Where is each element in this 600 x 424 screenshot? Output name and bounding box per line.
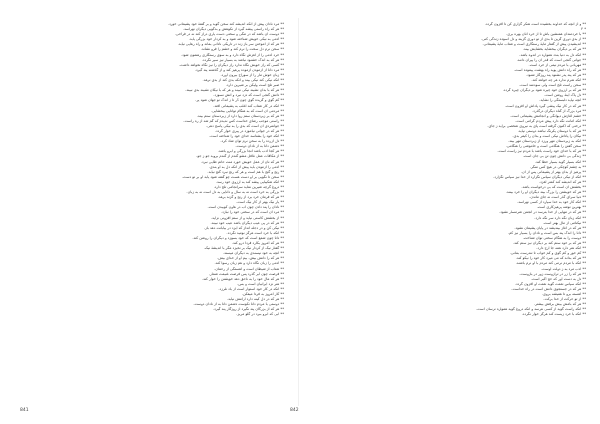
text-line: ** هر که بر خود ستم کند بر دیگران نیز ستم کند. [512,241,586,246]
text-line: ** دانا را اندک پند بس است و نادان را بسیار نیز کم. [507,230,586,235]
text-line: ** آنچه به خود نپسندی به دیگران مپسند. [223,251,284,256]
text-line: ** آنکه خود را بشناسد خدای خود را شناخته است. [209,134,284,139]
text-line: ** گفتار نیک از کردار نیک بر نخیزد مگر با اندیشهٔ نیک. [203,246,284,251]
text-line: ** کار امروز به فردا میفکن. [241,291,284,296]
text-line: ** هر که با خدای خود راست باشد با مردم نیز راست است. [497,149,586,154]
text-line: ** آنکه سپاس نعمت گوید نعمت او افزون گردد. [514,281,586,286]
page-number-right: 842 [290,408,299,413]
text-line: ** از بخشش کاستی نیاید و از ستم افزونی نزاید. [210,215,284,220]
text-line: ** هر که در جوانی نیاموزد در پیری خوار گردد. [214,128,284,133]
text-line: ** سخن تا نگویی بر او دست هست چو گفته شود یابد او بر تو دست. [181,174,284,179]
text-line: ** هر که در آغاز بیندیشد در پایان پشیمان نشود. [514,225,586,230]
text-line: ** مرد نادان پیش از آنکه اندیشه کند سخن گوید و بر گفتهٔ خود پشیمانی خورد. [167,22,284,26]
text-line: ** از تو حرکت از خدا برکت. [543,297,586,302]
text-line: ** ادب مرد به ز دولت اوست. [541,266,586,271]
text-line: ** آبی که آبرو ببرد در گلو مریز. [236,312,284,317]
text-line: ** بهترین توشه پرهیزکاری است. [536,205,586,210]
text-line: ** بخشش آن است که بی درخواست باشد. [521,185,586,189]
text-line: ** دنیا سرای گذر است نه جای ماندن. [529,195,586,200]
text-line: ** هر که با بدان نشیند نیکی نبیند و هر که با نیکان نشیند بدی نبیند. [185,88,284,93]
text-line: ** هر که پند پدر نشنود پند روزگار شنود. [525,72,586,77]
text-line: ** آنکه بسیار گوید بسیار خطا کند. [534,159,586,164]
text-line: ** هر که در دل کینه دارد آرامش نیابد. [227,297,284,302]
text-line: ** نادان را پند دادن چون آب در هاون کوبیدن است. [207,205,284,210]
text-line: ** هر که بامش بیش برفش بیشتر. [533,302,586,307]
text-line: ** آنکه با مردم نرمی کند مردم با او نرم باشند. [515,261,586,266]
text-line: ** خشم آغازش دیوانگی و انجامش پشیمانی است. [510,113,586,118]
text-line: ** هر که خویشتن را بزرگ بیند دیگران او را خرد بینند. [505,190,586,195]
text-line: ** دانا چون شمع است که خود بسوزد و دیگران را روشن کند. [192,235,284,240]
text-line: ** هر که در جستجوی دانش است در راه خداست. [511,286,586,291]
page-gutter [298,18,299,406]
text-line: ** مهربانی با مردم نیمی از خرد است. [528,62,586,67]
text-line: ** هنر نزد ایرانیان است و بس. [237,281,284,286]
text-line: ** یار نیک بهتر از کار نیک است. [236,200,284,205]
text-line: ** آنکه در کار شتاب کند اغلب به پشیمانی افتد. [213,103,284,108]
text-line: ** زندگی بی دانش چون تن بی جان است. [522,154,586,159]
text-line: ** آنکه در کار خود استوار است از باد نلرزد. [218,286,284,291]
text-line: ** دل به دست آور که حج اکبر است. [530,276,586,281]
text-line: ** آنکه با خرد زیست کند هرگز خوار نگردد. [521,312,586,317]
text-line: ** نیکی کن و در دجله انداز که ایزد در بیابانت دهد باز. [203,225,284,230]
text-line: ** بزرگی به خرد است نه به سال و دانایی به دل است نه به زبان. [186,190,284,195]
text-line: ** دوستی با مردم دانا نکوست دشمن دانا به از نادان دوست. [193,302,284,307]
text-line: ** هر که بداند که می میرد کار خود را نیکو کند. [515,256,586,261]
text-line: ** آنکه با خرد است هرگز نومید نگردد. [226,230,284,235]
text-line: ** سخن راست تلخ است ولی سودمند است. [519,83,586,88]
text-line: ** هر که را زر در ترازوست زور در بازوست. [519,271,586,276]
text-line: ** هر که بر دیگران ببخشاید بخشایش بیند. [522,47,586,52]
text-line: ** کسی که راز خویش نگاه ندارد راز دیگران را نیز نگاه نخواهد داشت. [179,62,284,67]
text-line: ** هر که راه راستی پیشه گیرد از نکوهش و بدگویی دیگران نهراسد. [183,27,284,32]
right-page [314,22,586,402]
left-page [12,22,284,402]
text-line: ** خرد آدمی را از لغزش نگاه دارد و به سوی رستگاری رهنمون شود. [180,52,284,57]
text-line: ** زبان خوش مار را از سوراخ بیرون آورد. [220,72,284,77]
text-line: ** آنکه هنر دارد همه جا ارج دارد. [536,246,586,251]
text-line: ** اندیشیدن پیش از گفتار مایهٔ رستگاری است و شتاب مایهٔ پشیمانی. [482,42,586,47]
text-line: ** آنکه به زیردستان مهر ورزد از زبردستان مهر بیند. [508,139,586,144]
text-line: ** هر که با دوستان یکرنگ نباشد دوستی نپاید. [517,128,586,133]
text-line: ** آنکه شرم ندارد هر چه خواهد کند. [531,78,586,83]
text-line: ** هر که در کار نیک پیشی گیرد پاداش او افزون است. [504,103,586,108]
text-line: ** صبر تلخ است ولیکن بر شیرین دارد. [225,83,284,88]
text-line: ** هر که مال خود را به ناحق دهد خویشتن را خوار کند. [202,276,284,281]
text-line: ** درختی که اکنون گرفته است پای به نیروی شخصی برآید ز جای. [487,123,586,128]
text-line: ** به چشم کوچکی در هیچ کس منگر. [529,164,586,169]
text-line: ** هر که در پی عیب دیگران باشد عیب خود نبیند. [210,220,284,225]
text-line: ** رنج و گنج با هم است و هر که رنج نبرد گنج نیابد. [207,169,284,174]
text-line: ** مرد بزرگ از گناه دیگران درگذرد. [531,108,586,113]
text-line: ** هر که بر آرزوی خود چیره شود بر دیگران چیره گردد. [502,88,586,93]
text-line: ** هر که از آموختن سر باز زند در تاریکی نادانی بماند و راه رهایی نیابد. [177,42,284,47]
text-line: ** جوانی گنجی است که قدر آن را پیران دانند. [516,57,586,62]
text-line: ** آدمی به نیکی خویش شناخته شود و به کردار خود بزرگی یابد. [188,37,284,42]
text-line: ** هر که اندیشه کند کمتر لغزد. [538,179,586,184]
text-line: * ۴ [581,27,586,32]
text-line: ** آنکه نیکی کند نیکی بیند و آنکه بدی کند از بدی نرهد. [202,78,284,83]
text-line: ** هر که در تنهایی از خدا بترسد در انجمن شرمسار نشود. [499,210,586,215]
text-line: ** هر که فرمان خرد برد از رنج و گزند برهد. [217,195,284,200]
text-line: ** هر کجا ادب باشد آنجا بزرگی و آبرو باشد. [217,149,284,154]
text-line: ** دل آزرده را به سخن نرم توان شاد کرد. [220,139,284,144]
text-line: ** از بدی دوری گزین تا بدی از تو دوری گزیند و دل آسوده زندگی کنی. [481,37,586,42]
text-line: ** هر که از بزرگان پند نگیرد از روزگار پند گیرد. [212,307,284,312]
text-line: ** نیکان را پاداش نیکی است و بدان را کیفر بدی. [512,134,586,139]
text-line: ** فرصت چون ابر گذرد پس فرصت غنیمت شمار. [208,271,284,276]
text-line: ** پرهیز از بدان بهتر از پشیمانی پس از آن. [520,169,586,174]
text-line: ** مردمی آن است که به هنگام توانایی ببخشایی. [211,108,284,113]
page-number-left: 841 [20,408,29,413]
text-line: ** آنکه راست گوید از کسی نترسد و آنکه دروغ گوید همواره ترسان است. [476,307,586,312]
text-line: ** آنکه کار خود به خدا سپارد از کسی نهراسد. [517,200,586,205]
text-line: ** دل پاک آینهٔ روشن است. [544,93,586,98]
text-line: ** سخن گفتن را هنگامی است و خاموشی را هنگامی. [505,144,586,149]
text-line: ** نیکنامی از مال بهتر است. [542,220,586,225]
text-line: ** دروغ گرچه شیرین نماید سرانجامی تلخ دارد. [213,185,284,189]
text-line: ** جوانمردی آن است که بدی را به نیکی پاسخ دهی. [206,123,284,128]
text-line: ** آنکه از نیکی دیگران سپاس نگزارد از خدا نیز سپاس نگزارد. [493,174,586,179]
text-line: ** هر که به اندک خشنود نباشد به بسیار نیز سیر نگردد. [201,57,284,62]
text-line: ** سخن نرم دل سخت را نرم کند و خشم را فرو نشاند. [200,47,284,52]
text-line: ** هر که امروز بکارد فردا درو کند. [231,241,284,246]
text-line: ** هر که نان از عمل خویش خورد منت حاتم طایی نبرد. [200,159,284,164]
text-line: ** آنکه دل به دنیا بندد همواره در اندوه باشد. [519,52,586,57]
text-line: ** کم خور و کم گوی و کم خواب تا تندرست بمانی. [509,251,586,256]
text-line: ** آدمی را زبان نگاه دارد و هم زبان رسوا کند. [214,261,284,266]
text-line: ** دشمن دانا به از نادان دوست. [235,144,284,149]
text-line: ** مرد دانا از آزمودن آزموده پرهیز کند و از گذشته پند گیرد. [194,67,284,72]
text-line: ** آدمی را آزمودن باید پیش از آنکه دل به او بندی. [208,164,284,169]
text-line: ** و از آنچه که خداوند بخشیده است شکر گزاری کن تا افزون گردد. [484,22,586,26]
text-line: ** با خردمندان همنشین باش تا از خرد آنان بهره بری. [506,32,586,37]
text-line: ** هر که بر زیردستان ستم روا دارد از زبردستان ستم بیند. [196,113,284,118]
text-line: ** راستی موجب رضای خداست کس ندیدم که گم شد از ره راست. [183,118,284,123]
text-line: ** آنکه زبان نگه دارد سر نگه دارد. [534,215,586,220]
text-line: ** هر که را دانش بیش، بیم او از خدای بیش. [217,256,284,261]
text-line: ** دوست آن باشد که در تنگی و سختی دست یاری دراز کند نه در فراخی. [174,32,284,37]
text-line: ** دانش گنجی است که دزد نبرد و آتش نسوزد. [213,93,284,98]
text-line: ** شتاب از شیطان است و آهستگی از رحمان. [214,266,284,271]
text-line: ** آنکه شکیبایی پیشه کند به آرزوی خود رسد. [215,179,284,184]
text-line: ** آنچه نپاید دلبستگی را نشاید. [539,98,586,103]
text-line: ** آهسته برو تا همیشه بروی. [541,291,586,296]
text-line: ** دوست را به هنگام سختی توان شناخت. [522,235,586,240]
text-line: ** از مکافات عمل غافل مشو گندم از گندم بروید جو ز جو. [196,154,284,159]
text-line: ** آنکه امانت نگه دارد پیش مردم گرامی است. [515,118,586,123]
text-line: ** مرد آن است که در سختی خود را نبازد. [220,210,284,215]
text-line: ** کم گوی و گزیده گوی چون دُر تا ز اندک تو جهان شود پر. [195,98,284,103]
text-line: ** هر که راه دانش پوید راه بهشت پیموده است. [513,67,586,72]
